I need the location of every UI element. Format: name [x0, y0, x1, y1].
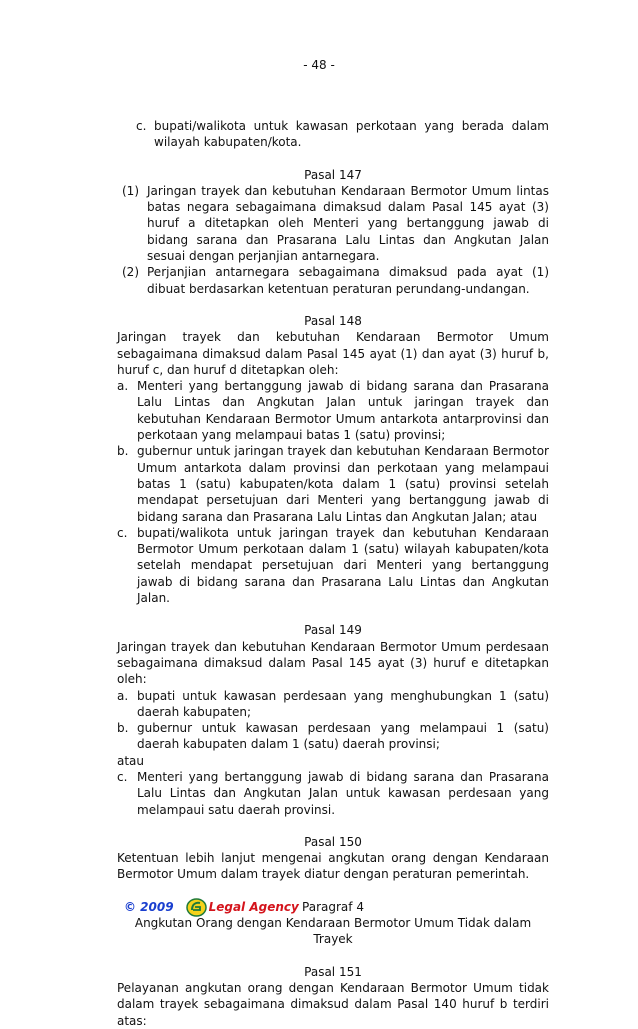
list-marker: (2) [122, 265, 139, 280]
pasal-151-title: Pasal 151 [304, 964, 362, 979]
list-item [136, 118, 549, 151]
paragraf-4-subtitle: Angkutan Orang dengan Kendaraan Bermotor Umum Tidak dalam Trayek [134, 916, 532, 947]
pasal-149-intro: Jaringan trayek dan kebutuhan Kendaraan Bermotor Umum perdesaan sebagaimana dimaksud dalam Pasal 145 ayat (3) huruf e ditetapkan oleh: [117, 639, 549, 687]
list-item-text: Perjanjian antarnegara sebagaimana dimaksud pada ayat (1) dibuat berdasarkan ketentuan peraturan perundang-undangan. [147, 265, 549, 296]
paragraf-4-title: Paragraf 4 [302, 899, 364, 914]
list-item-text: gubernur untuk jaringan trayek dan kebutuhan Kendaraan Bermotor Umum antarkota dalam provinsi dan perkotaan yang melampaui batas 1 (satu) kabupaten/kota dalam 1 (satu) provinsi setelah mendapat persetujuan dari Menteri yang bertanggung jawab di bidang sarana dan Prasarana Lalu Lintas dan Angkutan Jalan; atau [137, 444, 549, 524]
pasal-148-intro: Jaringan trayek dan kebutuhan Kendaraan Bermotor Umum sebagaimana dimaksud dalam Pasal 145 ayat (1) dan ayat (3) huruf b, huruf c, dan huruf d ditetapkan oleh: [117, 330, 549, 377]
pasal-150-title: Pasal 150 [304, 834, 362, 849]
footer [124, 898, 299, 917]
list-item-text: gubernur untuk kawasan perdesaan yang melampaui 1 (satu) daerah kabupaten dalam 1 (satu) daerah provinsi; [137, 721, 549, 752]
page-number: - 48 - [303, 58, 335, 72]
list-marker: c. [117, 769, 128, 784]
pasal-147-title: Pasal 147 [304, 167, 362, 182]
list-marker: c. [136, 119, 147, 133]
document-body [117, 118, 549, 1029]
list-marker: a. [117, 379, 129, 394]
list-marker: c. [117, 525, 128, 540]
list-marker: b. [117, 444, 129, 459]
agency-name: Legal Agency [208, 900, 299, 915]
pasal-151-text: Pelayanan angkutan orang dengan Kendaraan Bermotor Umum tidak dalam trayek sebagaimana dimaksud dalam Pasal 140 huruf b terdiri atas: [117, 980, 549, 1028]
list-item [117, 264, 549, 297]
list-item-text: Jaringan trayek dan kebutuhan Kendaraan Bermotor Umum lintas batas negara sebagaimana dimaksud dalam Pasal 145 ayat (3) huruf a ditetapkan oleh Menteri yang bertanggung jawab di bidang sarana dan Prasarana Lalu Lintas dan Angkutan Jalan sesuai dengan perjanjian antarnegara. [147, 183, 549, 264]
list-item-text: Menteri yang bertanggung jawab di bidang sarana dan Prasarana Lalu Lintas dan Angkutan Jalan untuk jaringan trayek dan kebutuhan Kendaraan Bermotor Umum antarkota antarprovinsi dan perkotaan yang melampaui batas 1 (satu) provinsi; [137, 379, 549, 443]
list-item [117, 183, 549, 264]
list-item [117, 720, 549, 753]
pasal-148-title: Pasal 148 [304, 313, 362, 328]
list-item [117, 443, 549, 524]
list-item [117, 525, 549, 606]
legal-agency-logo-icon [186, 898, 207, 917]
list-item [117, 688, 549, 721]
list-item-text: Menteri yang bertanggung jawab di bidang sarana dan Prasarana Lalu Lintas dan Angkutan Jalan untuk kawasan perdesaan yang melampaui satu daerah provinsi. [137, 769, 549, 817]
pasal-150-text: Ketentuan lebih lanjut mengenai angkutan orang dengan Kendaraan Bermotor Umum dalam trayek diatur dengan peraturan pemerintah. [117, 851, 549, 882]
copyright-text: © 2009 [124, 900, 174, 915]
list-marker: (1) [122, 183, 139, 198]
list-marker: a. [117, 688, 129, 703]
list-marker: b. [117, 721, 129, 736]
pasal-149-title: Pasal 149 [304, 623, 362, 638]
pasal-149-connector: atau [117, 753, 145, 768]
list-item [117, 769, 549, 818]
list-item-text: bupati/walikota untuk kawasan perkotaan yang berada dalam wilayah kabupaten/kota. [154, 119, 549, 150]
list-item-text: bupati/walikota untuk jaringan trayek dan kebutuhan Kendaraan Bermotor Umum perkotaan dalam 1 (satu) wilayah kabupaten/kota setelah mendapat persetujuan dari Menteri yang bertanggung jawab di bidang sarana dan Prasarana Lalu Lintas dan Angkutan Jalan. [137, 525, 549, 606]
list-item [117, 378, 549, 443]
list-item-text: bupati untuk kawasan perdesaan yang menghubungkan 1 (satu) daerah kabupaten; [137, 688, 549, 719]
